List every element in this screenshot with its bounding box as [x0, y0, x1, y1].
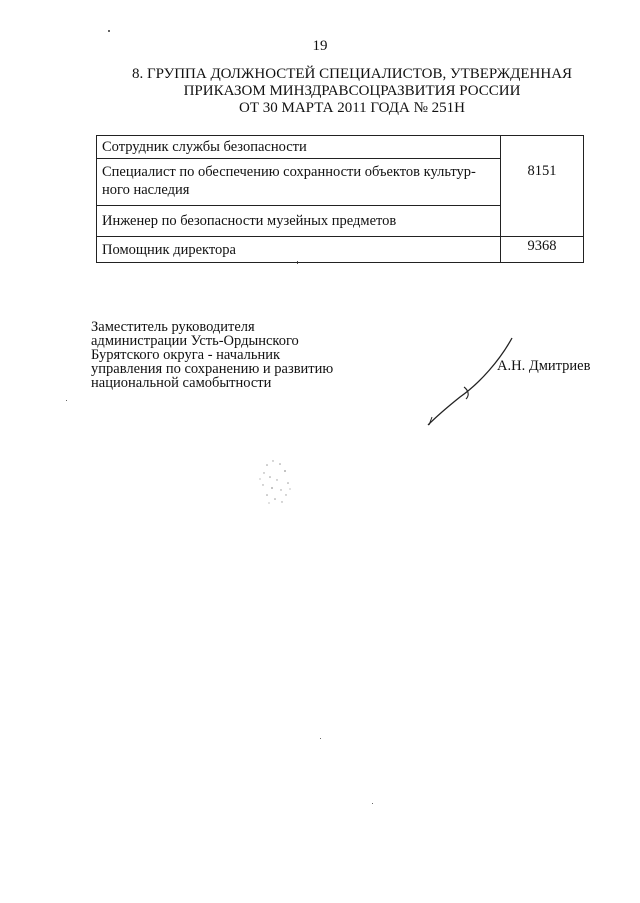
signatory-title-line: администрации Усть-Ордынского [91, 333, 299, 349]
signatory-name: А.Н. Дмитриев [497, 358, 591, 374]
position-cell: Помощник директора [97, 237, 501, 263]
handwritten-signature [420, 335, 520, 430]
scan-speck [108, 30, 110, 32]
signatory-title-line: национальной самобытности [91, 375, 272, 391]
position-line-1: Специалист по обеспечению сохранности объектов культур- [102, 164, 476, 180]
section-heading [96, 66, 608, 117]
table-row [97, 237, 584, 263]
page-number: 19 [312, 38, 328, 54]
scan-speck [66, 400, 67, 401]
scan-speck [320, 738, 321, 739]
heading-line-3: ОТ 30 МАРТА 2011 ГОДА № 251Н [239, 100, 465, 116]
position-cell: Сотрудник службы безопасности [97, 136, 501, 159]
position-cell: Инженер по безопасности музейных предметов [97, 206, 501, 237]
heading-line-2: ПРИКАЗОМ МИНЗДРАВСОЦРАЗВИТИЯ РОССИИ [183, 83, 521, 99]
scan-speck [297, 261, 298, 264]
signatory-title-line: управления по сохранению и развитию [91, 361, 334, 377]
position-line-2: ного наследия [102, 182, 190, 198]
scan-speck [372, 803, 373, 804]
salary-value: 8151 [527, 163, 557, 179]
positions-table [96, 135, 584, 263]
signatory-title [91, 320, 381, 390]
salary-cell [501, 136, 584, 237]
signatory-title-line: Заместитель руководителя [91, 319, 255, 335]
position-cell [97, 159, 501, 206]
faint-stamp-mark [255, 455, 300, 510]
signatory-title-line: Бурятского округа - начальник [91, 347, 281, 363]
heading-line-1: 8. ГРУППА ДОЛЖНОСТЕЙ СПЕЦИАЛИСТОВ, УТВЕРЖДЕННАЯ [131, 66, 573, 82]
salary-cell: 9368 [501, 237, 584, 263]
table-row [97, 136, 584, 159]
